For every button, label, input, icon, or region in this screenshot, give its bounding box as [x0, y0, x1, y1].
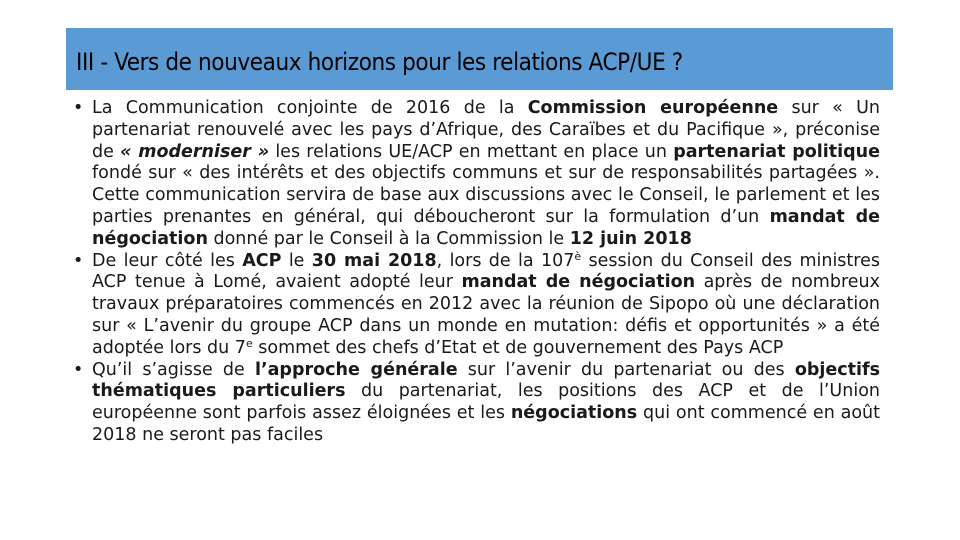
bullet-text — [92, 251, 880, 358]
bold-phrase: objectifs thématiques particuliers — [92, 359, 880, 402]
superscript: è — [574, 249, 582, 263]
bold-phrase: ACP — [242, 250, 282, 271]
text-run: après de nombreux travaux préparatoires commencés en 2012 avec la réunion de Sipopo où une déclaration sur « L’avenir du groupe ACP dans un monde en mutation: défis et opportunités » a été adoptée lors du 7 — [92, 272, 880, 358]
bullet-text — [92, 360, 880, 445]
bold-phrase: négociations — [510, 403, 638, 424]
bold-italic-phrase: « moderniser » — [120, 141, 270, 162]
title-bar — [66, 28, 893, 90]
bullet-item-3 — [72, 360, 880, 447]
text-run: sur l’avenir du partenariat ou des — [457, 359, 795, 380]
text-run: session du Conseil des ministres ACP tenue à Lomé, avaient adopté leur — [92, 250, 880, 293]
bullet-list — [72, 98, 880, 447]
slide-title: III - Vers de nouveaux horizons pour les relations ACP/UE ? — [76, 48, 683, 76]
bold-phrase: 30 mai 2018 — [311, 250, 437, 271]
bold-phrase: Commission européenne — [527, 98, 779, 118]
text-run: qui ont commencé en août 2018 ne seront pas faciles — [92, 403, 881, 445]
bullet-item-1 — [72, 98, 880, 251]
text-run: sur « Un partenariat renouvelé avec les pays d’Afrique, des Caraïbes et du Pacifique », préconise de — [92, 98, 880, 162]
text-run: La Communication conjointe de 2016 de la — [92, 98, 528, 118]
bold-phrase: partenariat politique — [673, 141, 880, 162]
bullet-marker: • — [73, 359, 84, 380]
bullet-marker: • — [73, 250, 84, 271]
text-run: , lors de la 107 — [436, 250, 575, 271]
bold-phrase: mandat de négociation — [461, 272, 696, 293]
superscript: e — [245, 336, 253, 350]
bullet-marker: • — [73, 98, 84, 118]
text-run: donné par le Conseil à la Commission le — [207, 228, 570, 249]
text-run: Qu’il s’agisse de — [92, 359, 255, 380]
text-run: du partenariat, les positions des ACP et de l’Union européenne sont parfois assez éloignées et les — [92, 381, 880, 424]
bold-phrase: 12 juin 2018 — [569, 228, 692, 249]
text-run: sommet des chefs d’Etat et de gouvernement des Pays ACP — [252, 337, 784, 358]
text-run: le — [281, 250, 312, 271]
text-run: De leur côté les — [92, 250, 243, 271]
bullet-text — [92, 98, 880, 249]
text-run: les relations UE/ACP en mettant en place un — [269, 141, 674, 162]
text-run: fondé sur « des intérêts et des objectifs communs et sur de responsabilités partagées ». Cette communication servira de base aux discussions avec le Conseil, le parlement et les parties prenantes en général, qui déboucheront sur la formulation d’un — [92, 163, 880, 227]
bold-phrase: l’approche générale — [254, 359, 458, 380]
bold-phrase: mandat de négociation — [92, 206, 880, 249]
bullet-item-2 — [72, 251, 880, 360]
